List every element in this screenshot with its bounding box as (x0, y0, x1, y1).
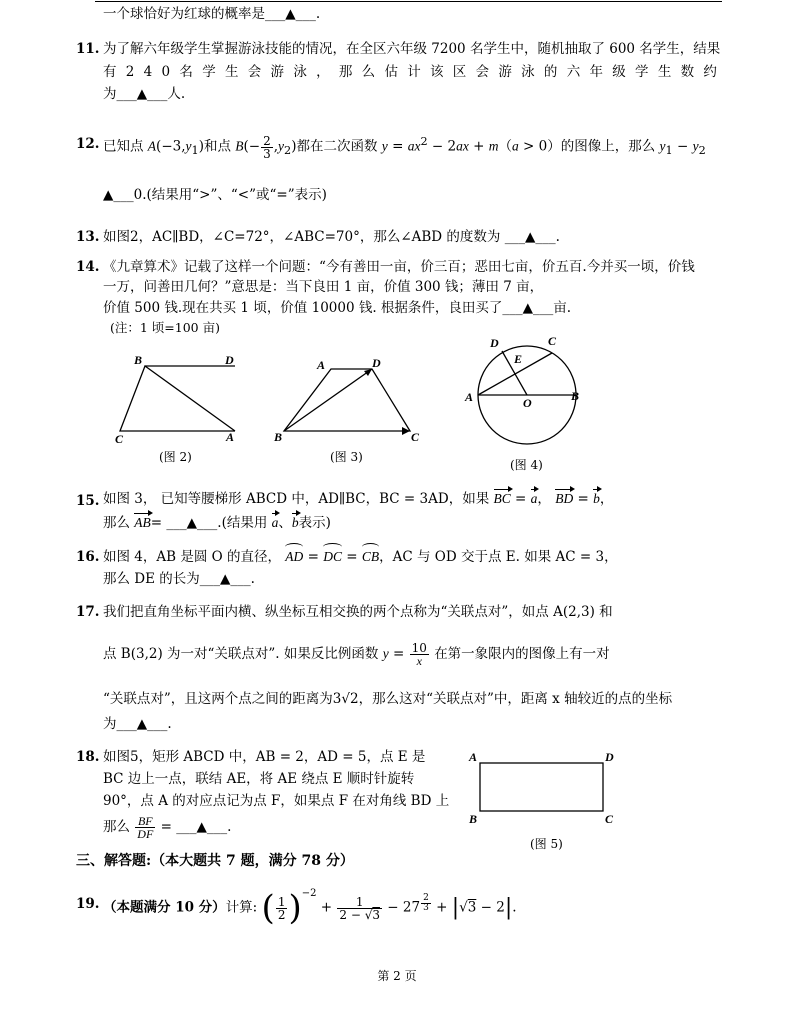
q11-line2-char: 生 (657, 64, 672, 80)
q11-line2-char: 4 (143, 64, 153, 80)
q15-text-a: 如图 3， 已知等腰梯形 ABCD 中，AD∥BC，BC = 3AD，如果 (103, 491, 490, 507)
q19-fraction: $\frac{1}{2 - √3}$ (339, 894, 380, 922)
q18-line3: 90°，点 A 的对应点记为点 F，如果点 F 在对角线 BD 上 (103, 793, 450, 809)
q11-line2-char: 会 (475, 64, 490, 80)
q19-number: 19. (76, 896, 100, 912)
vector-ab: AB (134, 515, 151, 530)
fig2-caption: (图 2) (159, 450, 192, 464)
fig3-label-d: D (372, 356, 381, 370)
q13-number: 13. (76, 229, 100, 245)
vector-b: b (593, 491, 600, 506)
fig4-label-e: E (514, 352, 523, 366)
top-rule (95, 1, 722, 2)
fig3-label-c: C (411, 430, 420, 444)
q11-line2-char: 生 (224, 64, 239, 80)
q11-line2-char: 泳 (293, 64, 307, 80)
q17-text-b: 在第一象限内的图像上有一对 (434, 646, 610, 662)
q15-text-b: ， (599, 491, 614, 507)
fig3-label-a: A (317, 358, 326, 372)
fig4-label-o: O (523, 396, 532, 410)
q11-line1: 为了解六年级学生掌握游泳技能的情况，在全区六年级 7200 名学生中，随机抽取了 600 名学生，结果 (103, 41, 721, 57)
q16-number: 16. (76, 549, 100, 565)
fig4-caption: (图 4) (510, 458, 543, 472)
arc-dc: DC (323, 549, 342, 564)
q11-line2-char: 有 (103, 64, 117, 80)
q15-number: 15. (76, 493, 100, 509)
q11-line2-char: 泳 (521, 64, 535, 80)
fig2-label-d: D (225, 353, 234, 367)
q12-fraction: $\frac{2}{3}$ (263, 133, 271, 161)
q11-line2-char: 名 (179, 64, 193, 80)
q11-line2-char: 2 (125, 64, 135, 80)
prev-question-tail: 一个球恰好为红球的概率是___▲___. (103, 6, 321, 22)
fig2-label-b: B (134, 353, 143, 367)
q15-text-e: 表示) (298, 515, 331, 531)
q11-line2-char: 学 (202, 64, 216, 80)
q11-line2-char: 会 (247, 64, 262, 80)
q11-line2-char: 区 (452, 64, 467, 80)
q12-number: 12. (76, 136, 100, 152)
q11-line2-char: 级 (612, 64, 626, 80)
q19-text-a: 计算: (225, 899, 258, 916)
q11-line2-char: 么 (361, 64, 376, 80)
figure-2 (112, 350, 242, 445)
q11-line2-char: ， (316, 64, 330, 80)
q11-line2-char: 该 (430, 64, 444, 80)
q16-text-a: 如图 4，AB 是圆 O 的直径， (103, 549, 281, 565)
q12-point-a: A (147, 138, 157, 154)
fig4-label-c: C (548, 334, 557, 348)
q11-line2 (103, 63, 717, 81)
q17-text-a: 点 B(3,2) 为一对“关联点对”. 如果反比例函数 (103, 646, 379, 662)
q18-number: 18. (76, 749, 100, 765)
q17-line4: 为___▲___. (103, 716, 172, 732)
q16-line2: 那么 DE 的长为___▲___. (103, 571, 255, 587)
q14-line2: 一万，问善田几何？”意思是：当下良田 1 亩，价值 300 钱；薄田 7 亩， (103, 279, 544, 295)
q18-line1: 如图5，矩形 ABCD 中，AB = 2，AD = 5，点 E 是 (103, 749, 426, 765)
q11-line2-char: 年 (589, 64, 603, 80)
q17-line2: 点 B(3,2) 为一对“关联点对”. 如果反比例函数 y = $\frac{10}{x}$ 在第一象限内的图像上有一对 (103, 641, 610, 668)
fig3-label-b: B (274, 430, 283, 444)
q17-line1: 我们把直角坐标平面内横、纵坐标互相交换的两个点称为“关联点对”，如点 A(2,3) 和 (103, 604, 613, 620)
q11-line2-char: 约 (703, 64, 717, 80)
q12-text-b: 和点 (203, 138, 231, 155)
q18-line2: BC 边上一点，联结 AE，将 AE 绕点 E 顺时针旋转 (103, 771, 415, 787)
q11-line2-char: 0 (161, 64, 171, 80)
q11-line2-char: 数 (680, 64, 695, 80)
fig2-label-c: C (115, 432, 124, 445)
q12-text-c: 都在二次函数 (296, 138, 378, 155)
q12-line2: ▲___0.(结果用“>”、“<”或“=”表示) (103, 187, 327, 203)
q18-text-b: = ___▲___. (160, 819, 232, 835)
q15-text-c: 那么 (103, 515, 130, 531)
q11-line2-char: 估 (384, 64, 398, 80)
figure-4 (462, 330, 592, 450)
q18-line4 (103, 812, 231, 842)
figure-3 (272, 355, 422, 445)
q13-text: 如图2，AC∥BD，∠C=72°，∠ABC=70°，那么∠ABD 的度数为 ___▲___. (103, 229, 560, 245)
q11-line2-char: 游 (270, 64, 285, 80)
vector-bc: BC (493, 491, 511, 506)
fig2-label-a: A (226, 430, 235, 444)
q15-text-d: = ___▲___.(结果用 (150, 515, 268, 531)
fig5-label-a: A (469, 750, 478, 764)
vector-bd: BD (555, 491, 574, 506)
q12-text-a: 已知点 (103, 138, 144, 155)
q17-line3: “关联点对”，且这两个点之间的距离为3√2，那么这对“关联点对”中，距离 x 轴较近的点的坐标 (103, 691, 673, 707)
q19-line: （本题满分 10 分）计算: ( $\frac{1}{2}$ )$^{-2}$ + $\frac{1}{2 - √3}$ − 27 $^{\frac{2}{3}}$ + |√3 − 2|. (103, 888, 517, 928)
fig5-label-c: C (605, 812, 614, 826)
section-heading: 三、解答题:（本大题共 7 题，满分 78 分） (76, 853, 354, 869)
fig5-caption: (图 5) (530, 837, 563, 851)
q11-line3: 为___▲___人. (103, 86, 186, 102)
q15-line1: 如图 3， 已知等腰梯形 ABCD 中，AD∥BC，BC = 3AD，如果 BC = a， BD = b， (103, 491, 614, 507)
q11-number: 11. (76, 41, 100, 57)
arc-cb: CB (361, 549, 380, 564)
q17-number: 17. (76, 604, 100, 620)
page-footer: 第 2 页 (377, 969, 417, 983)
q14-note: (注：1 顷=100 亩) (110, 320, 220, 335)
q16-text-b: ，AC 与 OD 交于点 E. 如果 AC = 3， (379, 549, 618, 565)
q17-fraction: $\frac{10}{x}$ (411, 641, 427, 668)
q11-line2-char: 游 (498, 64, 512, 80)
fig5-label-d: D (605, 750, 614, 764)
q11-line2-char: 那 (338, 64, 353, 80)
q14-line3: 价值 500 钱.现在共买 1 顷，价值 10000 钱. 根据条件，良田买了___▲___亩. (103, 300, 572, 316)
q11-line2-char: 计 (407, 64, 421, 80)
q16-line1: 如图 4，AB 是圆 O 的直径， AD = DC = CB，AC 与 OD 交于点 E. 如果 AC = 3， (103, 549, 618, 565)
q11-line2-char: 学 (635, 64, 649, 80)
fig3-caption: (图 3) (330, 450, 363, 464)
q14-line1: 《九章算术》记载了这样一个问题：“今有善田一亩，价三百；恶田七亩，价五百.今并买一顷，价钱 (103, 259, 695, 275)
vector-a: a (530, 491, 538, 506)
q14-number: 14. (76, 259, 100, 275)
fig4-label-d: D (490, 336, 499, 350)
q18-text-a: 那么 (103, 819, 130, 835)
q11-line2-char: 的 (543, 64, 558, 80)
fig4-label-a: A (465, 390, 474, 404)
q11-line2-char: 六 (566, 64, 581, 80)
fig4-label-b: B (571, 389, 580, 403)
q12-text-d: 的图像上，那么 (560, 138, 656, 155)
q18-fraction: $\frac{BF}{DF}$ (137, 814, 154, 841)
figure-5 (465, 745, 625, 830)
arc-ad: AD (285, 549, 304, 564)
q12-line1: 已知点 $A(-3,y_1)$和点 B(− $\frac{2}{3}$ $,y_2$)都在二次函数 $y = ax^2 - 2ax + m(a > 0)$的图像上，那么 $y_1 - y_2$ (103, 133, 706, 161)
q15-line2: 那么 AB= ___▲___.(结果用 a、b表示) (103, 515, 331, 531)
fig5-label-b: B (469, 812, 478, 826)
q19-score-label: （本题满分 10 分） (103, 899, 226, 916)
